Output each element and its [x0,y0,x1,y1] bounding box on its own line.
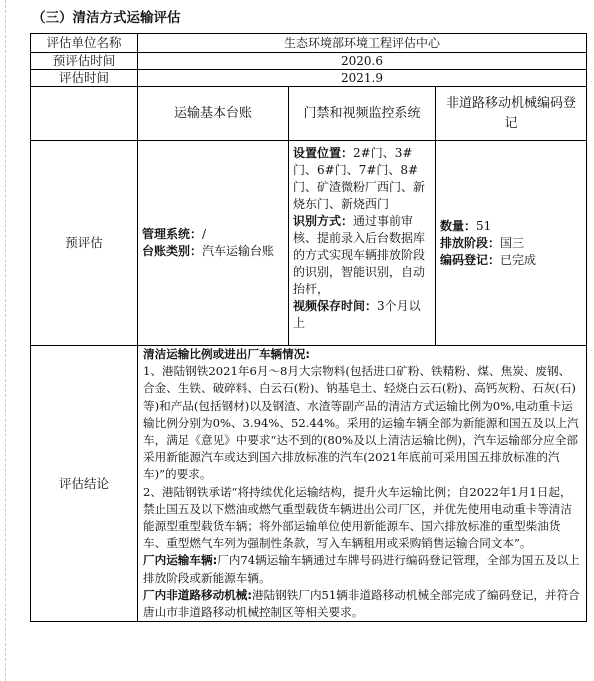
evaluation-table [30,33,587,622]
code-registration-value: 已完成 [500,252,537,267]
conclusion-paragraph-3: 厂内74辆运输车辆通过车牌号码进行编码登记管理，全部为国五及以上排放阶段或新能源车辆。 [143,553,580,585]
conclusion-heading-machinery: 厂内非道路移动机械: [143,587,252,602]
management-system-key: 管理系统： [142,227,203,241]
col-header-machinery: 非道路移动机械编码登记 [436,87,587,141]
conclusion-label: 评估结论 [31,346,138,622]
code-registration-key: 编码登记： [440,252,501,267]
eval-time-value: 2021.9 [138,70,587,87]
emission-stage-key: 排放阶段： [440,235,501,250]
eval-time-row [31,70,587,87]
quantity-value: 51 [476,218,492,233]
unit-value: 生态环境部环境工程评估中心 [138,34,587,53]
col-header-ledger: 运输基本台账 [138,87,289,141]
column-header-row [31,87,587,141]
quantity-key: 数量： [440,218,477,233]
section-title: （三）清洁方式运输评估 [32,10,181,26]
identification-key: 识别方式： [293,214,354,228]
pre-eval-ledger-cell [138,141,289,346]
pre-time-value: 2020.6 [138,53,587,70]
conclusion-cell [138,346,587,622]
ledger-type-key: 台账类别： [142,244,203,258]
emission-stage-value: 国三 [500,235,525,250]
pre-eval-label: 预评估 [31,141,138,346]
conclusion-paragraph-4: 港陆钢铁厂内51辆非道路移动机械全部完成了编码登记，并符合唐山市非道路移动机械控制区等相关要求。 [143,587,580,620]
pre-eval-gate-cell [289,141,436,346]
eval-time-label: 评估时间 [31,70,138,87]
management-system-value: / [202,227,207,241]
video-retention-value: 3个月以上 [293,299,421,330]
conclusion-heading-vehicles: 厂内运输车辆: [143,553,218,568]
conclusion-row [31,346,587,622]
location-value: 2#门、3#门、6#门、7#门、8#门、矿渣微粉厂西门、新烧东门、新烧西门 [293,146,426,211]
identification-value: 通过事前审核、提前录入后台数据库的方式实现车辆排放阶段的识别，智能识别，自动抬杆， [293,214,426,296]
pre-time-label: 预评估时间 [31,53,138,70]
conclusion-paragraph-1: 1、港陆钢铁2021年6月～8月大宗物料(包括进口矿粉、铁精粉、煤、焦炭、废钢、合金、生铁、破碎料、白云石(粉)、钠基皂土、轻烧白云石(粉)、高钙灰粉、石灰(石)等)和产品(包括钢材)以及钢渣、水渣等副产品的清洁方式运输比例为0%,电动重卡运输比例分别为0%、3.94%、52.44%。采用的运输车辆全部为新能源和国五及以上汽车，满足《意见》中要求“达不到的(80%及以上清洁运输比例)，汽车运输部分应全部采用新能源汽车或达到国六排放标准的汽车(2021年底前可采用国五排放标准的汽车)”的要求。 [143,364,579,482]
pre-eval-row [31,141,587,346]
conclusion-heading-ratio: 清洁运输比例或进出厂车辆情况: [143,347,310,361]
video-retention-key: 视频保存时间： [293,299,378,313]
pre-eval-machinery-cell [436,141,587,346]
ledger-type-value: 汽车运输台账 [202,244,275,258]
pre-time-row [31,53,587,70]
col-header-gate-video: 门禁和视频监控系统 [289,87,436,141]
location-key: 设置位置： [293,146,354,160]
unit-label: 评估单位名称 [31,34,138,53]
margin-guide-line [5,0,6,681]
conclusion-paragraph-2: 2、港陆钢铁承诺“将持续优化运输结构，提升火车运输比例；自2022年1月1日起，禁止国五及以下燃油或燃气重型载货车辆进出公司厂区，并优先使用电动重卡等清洁能源型重型载货车辆；将外部运输单位使用新能源车、国六排放标准的重型柴油货车、重型燃气车列为强制性条款，写入车辆租用或采购销售运输合同文本”。 [143,484,572,551]
unit-row [31,34,587,53]
header-blank [31,87,138,141]
